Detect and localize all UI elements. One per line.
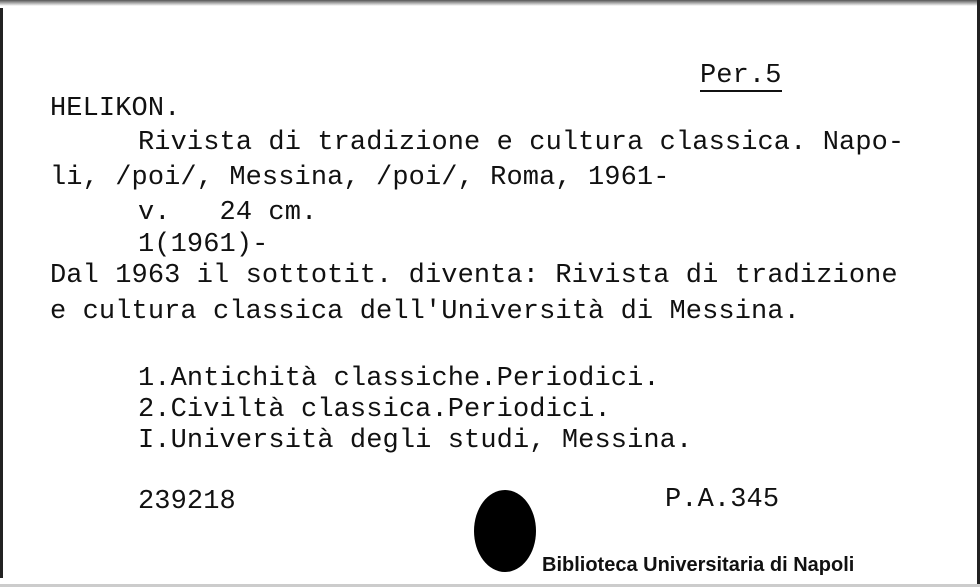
physical-description: v. 24 cm. <box>138 198 318 228</box>
card-left-edge <box>0 8 3 578</box>
holdings: 1(1961)- <box>138 230 269 260</box>
note-line-1: Dal 1963 il sottotit. diventa: Rivista di tradizione <box>50 261 898 291</box>
heading: HELIKON. <box>50 94 181 124</box>
title-line-2: li, /poi/, Messina, /poi/, Roma, 1961- <box>50 163 670 193</box>
library-stamp: Biblioteca Universitaria di Napoli <box>542 554 855 576</box>
tracing-2: 2.Civiltà classica.Periodici. <box>138 395 611 425</box>
call-number: Per.5 <box>700 61 782 91</box>
tracing-3: I.Università degli studi, Messina. <box>138 426 693 456</box>
title-line-1: Rivista di tradizione e cultura classica. Napo- <box>138 128 905 158</box>
punch-hole-icon <box>474 490 536 572</box>
card-top-edge <box>0 0 980 6</box>
accession-number: 239218 <box>138 487 236 517</box>
note-line-2: e cultura classica dell'Università di Messina. <box>50 297 800 327</box>
shelf-mark: P.A.345 <box>665 485 780 515</box>
tracing-1: 1.Antichità classiche.Periodici. <box>138 364 660 394</box>
